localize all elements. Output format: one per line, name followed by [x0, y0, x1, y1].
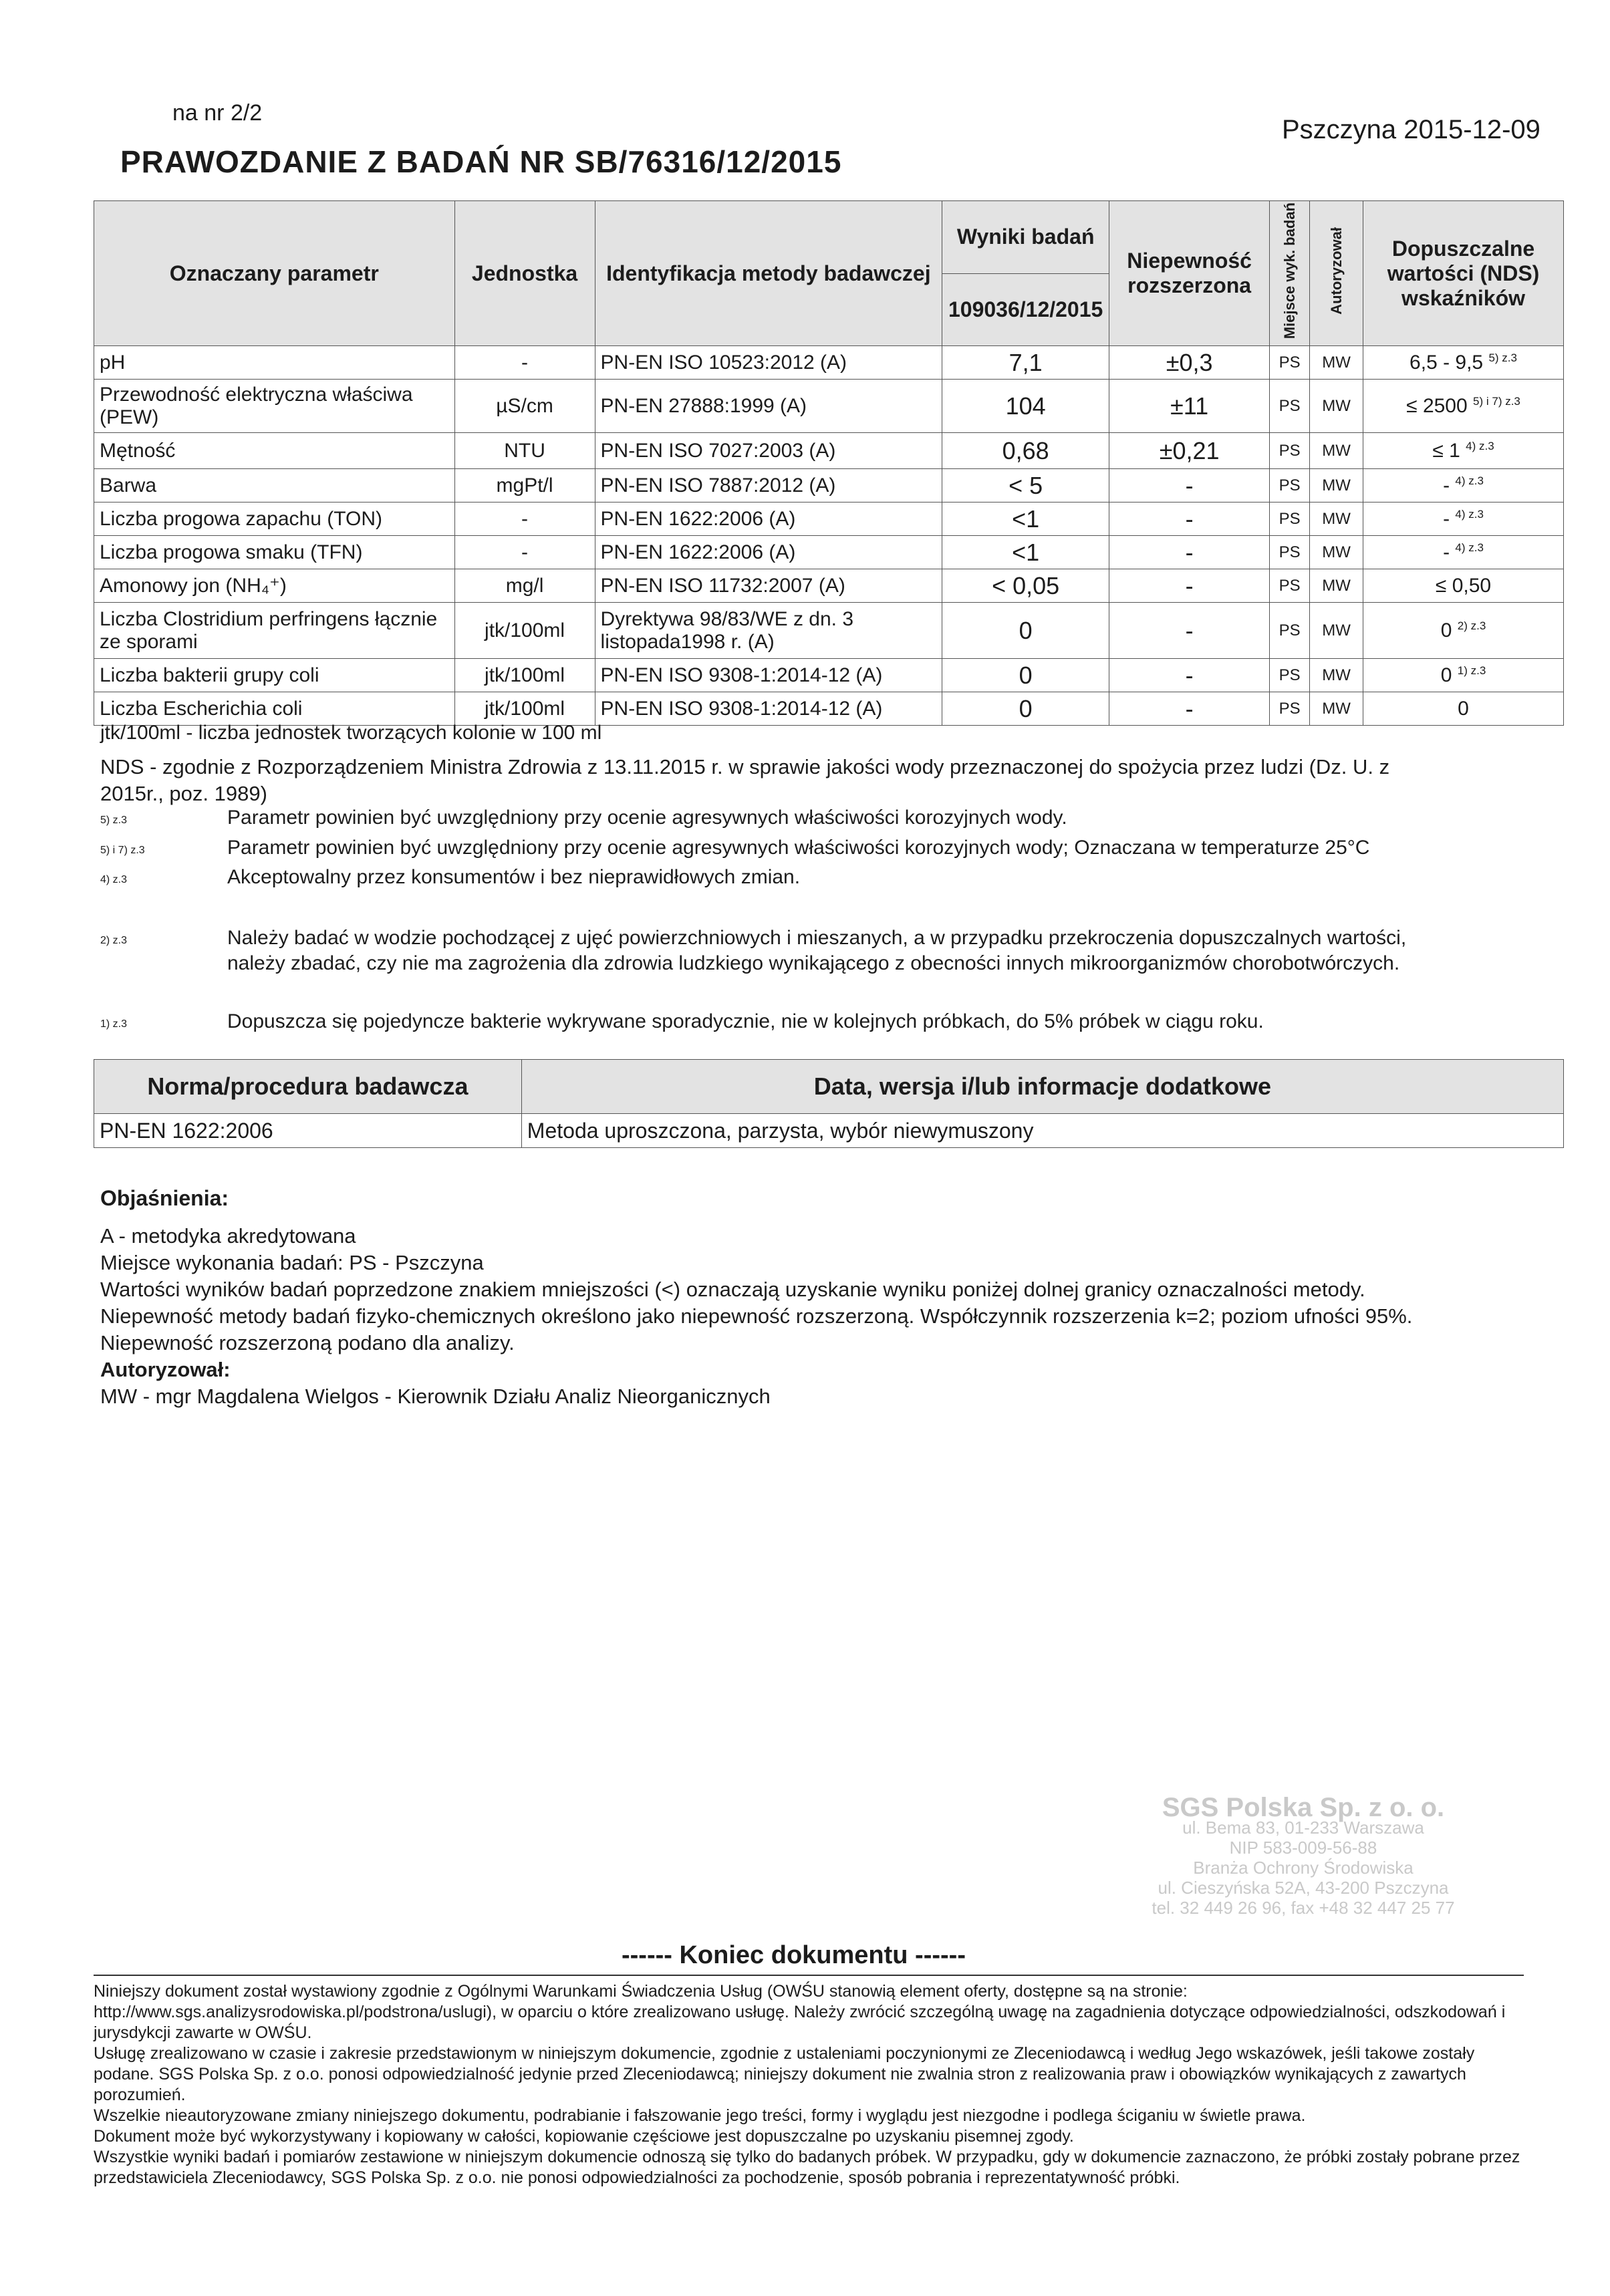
cell-method: PN-EN ISO 11732:2007 (A): [595, 569, 942, 603]
disclaimer: [94, 1981, 1530, 2188]
cell-param: Liczba Clostridium perfringens łącznie ze sporami: [94, 603, 455, 659]
header-results: Wyniki badań: [942, 201, 1109, 274]
limit-ref: 4) z.3: [1455, 507, 1484, 521]
cell-method: Dyrektywa 98/83/WE z dn. 3 listopada1998 r. (A): [595, 603, 942, 659]
limit-value: 0: [1440, 664, 1452, 686]
cell-result: 104: [942, 380, 1109, 433]
footnote-text: Akceptowalny przez konsumentów i bez nieprawidłowych zmian.: [227, 866, 801, 888]
cell-param: Liczba progowa smaku (TFN): [94, 536, 455, 569]
table-row: [94, 346, 1564, 380]
header-auth-text: Autoryzował: [1327, 227, 1345, 315]
limit-ref: 1) z.3: [1457, 664, 1486, 677]
cell-place: PS: [1270, 469, 1310, 503]
table-row: [94, 1114, 1564, 1148]
header-unit: Jednostka: [454, 201, 595, 346]
cell-result: 0: [942, 659, 1109, 692]
results-table: [94, 200, 1564, 726]
table-row: [94, 503, 1564, 536]
limit-ref: 5) i 7) z.3: [1473, 394, 1520, 408]
table-row: [94, 659, 1564, 692]
stamp-line: NIP 583-009-56-88: [1229, 1838, 1377, 1858]
cell-result: <1: [942, 536, 1109, 569]
explanation-line: Niepewność rozszerzoną podano dla analizy.: [100, 1331, 515, 1354]
cell-result: 0: [942, 603, 1109, 659]
cell-limit: [1363, 503, 1564, 536]
header-place: [1270, 201, 1310, 346]
cell-param: pH: [94, 346, 455, 380]
limit-value: -: [1443, 474, 1450, 496]
cell-param: Przewodność elektryczna właściwa (PEW): [94, 380, 455, 433]
cell-uncert: -: [1109, 692, 1270, 726]
explanations-heading: Objaśnienia:: [100, 1186, 229, 1210]
disclaimer-paragraph: Wszystkie wyniki badań i pomiarów zestawione w niniejszym dokumencie odnoszą się tylko do badanych próbek. W przypadku, gdy w dokumencie zaznaczono, że próbki zostały pobrane przez przedstawiciela Zleceniodawcy, SGS Polska Sp. z o.o. nie ponosi odpowiedzialności za pochodzenie, sposób pobrania i reprezentatywność próbki.: [94, 2148, 1520, 2187]
stamp-line: ul. Cieszyńska 52A, 43-200 Pszczyna: [1158, 1878, 1449, 1898]
cell-unit: jtk/100ml: [454, 659, 595, 692]
cell-auth: MW: [1310, 603, 1363, 659]
cell-param: Liczba Escherichia coli: [94, 692, 455, 726]
stamp-line: Branża Ochrony Środowiska: [1193, 1858, 1414, 1878]
cell-limit: [1363, 469, 1564, 503]
cell-uncert: -: [1109, 503, 1270, 536]
table-row: [94, 692, 1564, 726]
footnote: [100, 865, 1437, 893]
cell-unit: -: [454, 536, 595, 569]
cell-auth: MW: [1310, 469, 1363, 503]
cell-auth: MW: [1310, 569, 1363, 603]
cell-unit: -: [454, 346, 595, 380]
disclaimer-paragraph: Dokument może być wykorzystywany i kopiowany w całości, kopiowanie częściowe jest dopuszczalne po uzyskaniu pisemnej zgody.: [94, 2127, 1074, 2146]
limit-value: 6,5 - 9,5: [1410, 351, 1484, 374]
norm-cell: PN-EN 1622:2006: [94, 1114, 522, 1148]
limit-ref: 5) z.3: [1488, 351, 1517, 364]
footnote: [100, 925, 1437, 976]
footnote-ref: 2) z.3: [100, 935, 128, 946]
cell-method: PN-EN ISO 10523:2012 (A): [595, 346, 942, 380]
cell-param: Barwa: [94, 469, 455, 503]
cell-uncert: -: [1109, 659, 1270, 692]
cell-result: 0,68: [942, 433, 1109, 469]
table-row: [94, 603, 1564, 659]
limit-value: 0: [1440, 619, 1452, 641]
limit-value: ≤ 1: [1432, 439, 1460, 462]
cell-unit: jtk/100ml: [454, 603, 595, 659]
cell-unit: mgPt/l: [454, 469, 595, 503]
end-of-document: ------ Koniec dokumentu ------: [622, 1941, 966, 1969]
auth-heading: Autoryzował:: [100, 1358, 231, 1381]
cell-place: PS: [1270, 503, 1310, 536]
header-place-text: Miejsce wyk. badań: [1281, 202, 1298, 339]
cell-limit: [1363, 346, 1564, 380]
cell-auth: MW: [1310, 433, 1363, 469]
footnote-ref: 1) z.3: [100, 1018, 128, 1030]
table-header-row: [94, 201, 1564, 274]
table-row: [94, 469, 1564, 503]
stamp-line: SGS Polska Sp. z o. o.: [1162, 1793, 1445, 1822]
cell-unit: jtk/100ml: [454, 692, 595, 726]
cell-method: PN-EN 1622:2006 (A): [595, 503, 942, 536]
limit-value: 0: [1458, 697, 1469, 720]
disclaimer-paragraph: Niniejszy dokument został wystawiony zgodnie z Ogólnymi Warunkami Świadczenia Usług (OWŚU stanowią element oferty, dostępne są na stronie: http://www.sgs.analizysrodowiska.pl/podstrona/uslugi), w oparciu o które zrealizowano usługę. Należy zwrócić szczególną uwagę na zagadnienia dotyczące odpowiedzialności, odszkodowań i jurysdykcji zawarte w OWŚU.: [94, 1982, 1506, 2042]
cell-uncert: ±0,21: [1109, 433, 1270, 469]
cell-auth: MW: [1310, 692, 1363, 726]
nds-note: NDS - zgodnie z Rozporządzeniem Ministra Zdrowia z 13.11.2015 r. w sprawie jakości wody przeznaczonej do spożycia przez ludzi (Dz. U. z 2015r., poz. 1989): [100, 755, 1390, 805]
cell-unit: NTU: [454, 433, 595, 469]
explanations: [100, 1223, 1504, 1410]
cell-place: PS: [1270, 380, 1310, 433]
table-row: [94, 536, 1564, 569]
cell-limit: [1363, 536, 1564, 569]
cell-limit: [1363, 692, 1564, 726]
footnote-text: Parametr powinien być uwzględniony przy ocenie agresywnych właściwości korozyjnych wody.: [227, 807, 1067, 829]
auth-line: MW - mgr Magdalena Wielgos - Kierownik Działu Analiz Nieorganicznych: [100, 1385, 771, 1408]
cell-limit: [1363, 659, 1564, 692]
table-row: [94, 433, 1564, 469]
cell-result: 7,1: [942, 346, 1109, 380]
norm-table: [94, 1059, 1564, 1148]
explanation-line: Wartości wyników badań poprzedzone znakiem mniejszości (<) oznaczają uzyskanie wyniku poniżej dolnej granicy oznaczalności metody.: [100, 1278, 1365, 1301]
cell-auth: MW: [1310, 659, 1363, 692]
cell-limit: [1363, 603, 1564, 659]
explanation-line: Niepewność metody badań fizyko-chemicznych określono jako niepewność rozszerzoną. Współczynnik rozszerzenia k=2; poziom ufności 95%.: [100, 1304, 1413, 1328]
header-param: Oznaczany parametr: [94, 201, 455, 346]
header-auth: [1310, 201, 1363, 346]
table-row: [94, 380, 1564, 433]
cell-method: PN-EN ISO 9308-1:2014-12 (A): [595, 692, 942, 726]
cell-uncert: ±0,3: [1109, 346, 1270, 380]
header-sample: 109036/12/2015: [942, 273, 1109, 346]
company-stamp: [1116, 1793, 1490, 1918]
cell-uncert: -: [1109, 536, 1270, 569]
cell-place: PS: [1270, 536, 1310, 569]
cell-method: PN-EN ISO 9308-1:2014-12 (A): [595, 659, 942, 692]
header-method: Identyfikacja metody badawczej: [595, 201, 942, 346]
header-uncert: Niepewność rozszerzona: [1109, 201, 1270, 346]
cell-auth: MW: [1310, 536, 1363, 569]
cell-place: PS: [1270, 659, 1310, 692]
norm-header-row: [94, 1060, 1564, 1114]
norm-header-1: Norma/procedura badawcza: [94, 1060, 522, 1114]
cell-unit: mg/l: [454, 569, 595, 603]
limit-value: -: [1443, 507, 1450, 530]
cell-param: Mętność: [94, 433, 455, 469]
cell-uncert: -: [1109, 569, 1270, 603]
cell-auth: MW: [1310, 346, 1363, 380]
cell-uncert: -: [1109, 603, 1270, 659]
cell-limit: [1363, 569, 1564, 603]
cell-unit: µS/cm: [454, 380, 595, 433]
cell-method: PN-EN 1622:2006 (A): [595, 536, 942, 569]
disclaimer-paragraph: Wszelkie nieautoryzowane zmiany niniejszego dokumentu, podrabianie i fałszowanie jego treści, formy i wyglądu jest niezgodne i podlega ściganiu w świetle prawa.: [94, 2106, 1306, 2125]
limit-value: ≤ 0,50: [1435, 574, 1492, 597]
footnote-ref: 4) z.3: [100, 874, 128, 885]
footnote-text: Parametr powinien być uwzględniony przy ocenie agresywnych właściwości korozyjnych wody; Oznaczana w temperaturze 25°C: [227, 837, 1370, 859]
stamp-line: tel. 32 449 26 96, fax +48 32 447 25 77: [1152, 1898, 1455, 1918]
footnote: [100, 1009, 1437, 1037]
cell-method: PN-EN ISO 7887:2012 (A): [595, 469, 942, 503]
cell-limit: [1363, 380, 1564, 433]
norm-header-2: Data, wersja i/lub informacje dodatkowe: [521, 1060, 1563, 1114]
limit-ref: 4) z.3: [1455, 474, 1484, 487]
footnote: [100, 805, 1437, 833]
explanation-line: A - metodyka akredytowana: [100, 1224, 356, 1248]
cell-result: < 5: [942, 469, 1109, 503]
footnote-text: Dopuszcza się pojedyncze bakterie wykrywane sporadycznie, nie w kolejnych próbkach, do 5% próbek w ciągu roku.: [227, 1010, 1264, 1032]
header-limits: Dopuszczalne wartości (NDS) wskaźników: [1363, 201, 1564, 346]
cell-limit: [1363, 433, 1564, 469]
stamp-line: ul. Bema 83, 01-233 Warszawa: [1182, 1818, 1424, 1838]
footnote-text: Należy badać w wodzie pochodzącej z ujęć powierzchniowych i mieszanych, a w przypadku przekroczenia dopuszczalnych wartości, należy zbadać, czy nie ma zagrożenia dla zdrowia ludzkiego wynikającego z obecności innych mikroorganizmów chorobotwórczych.: [227, 927, 1407, 974]
limit-ref: 2) z.3: [1457, 619, 1486, 632]
cell-param: Amonowy jon (NH₄⁺): [94, 569, 455, 603]
cell-auth: MW: [1310, 503, 1363, 536]
footnote-ref: 5) z.3: [100, 815, 128, 826]
cell-place: PS: [1270, 569, 1310, 603]
page-number: na nr 2/2: [172, 100, 263, 126]
footnote: [100, 835, 1437, 863]
cell-param: Liczba progowa zapachu (TON): [94, 503, 455, 536]
cell-result: 0: [942, 692, 1109, 726]
cell-result: < 0,05: [942, 569, 1109, 603]
cell-result: <1: [942, 503, 1109, 536]
cell-method: PN-EN 27888:1999 (A): [595, 380, 942, 433]
divider: [94, 1975, 1524, 1976]
unit-legend: jtk/100ml - liczba jednostek tworzących kolonie w 100 ml: [100, 722, 602, 744]
footnote-ref: 5) i 7) z.3: [100, 845, 145, 856]
cell-place: PS: [1270, 692, 1310, 726]
cell-param: Liczba bakterii grupy coli: [94, 659, 455, 692]
limit-value: -: [1443, 541, 1450, 563]
cell-place: PS: [1270, 346, 1310, 380]
cell-uncert: ±11: [1109, 380, 1270, 433]
table-row: [94, 569, 1564, 603]
disclaimer-paragraph: Usługę zrealizowano w czasie i zakresie przedstawionym w niniejszym dokumencie, zgodnie z ustaleniami poczynionymi ze Zleceniodawcą i według Jego wskazówek, jeśli takowe zostały podane. SGS Polska Sp. z o.o. ponosi odpowiedzialność jedynie przed Zleceniodawcą; niniejszy dokument nie zwalnia stron z realizowania praw i obowiązków wynikających z zawartych porozumień.: [94, 2044, 1475, 2104]
cell-place: PS: [1270, 603, 1310, 659]
cell-place: PS: [1270, 433, 1310, 469]
limit-ref: 4) z.3: [1466, 439, 1494, 452]
limit-value: ≤ 2500: [1406, 394, 1468, 417]
report-title: PRAWOZDANIE Z BADAŃ NR SB/76316/12/2015: [120, 144, 842, 179]
limit-ref: 4) z.3: [1455, 541, 1484, 554]
cell-method: PN-EN ISO 7027:2003 (A): [595, 433, 942, 469]
city-date: Pszczyna 2015-12-09: [1282, 115, 1540, 144]
explanation-line: Miejsce wykonania badań: PS - Pszczyna: [100, 1251, 484, 1274]
norm-info-cell: Metoda uproszczona, parzysta, wybór niewymuszony: [521, 1114, 1563, 1148]
cell-auth: MW: [1310, 380, 1363, 433]
cell-unit: -: [454, 503, 595, 536]
cell-uncert: -: [1109, 469, 1270, 503]
